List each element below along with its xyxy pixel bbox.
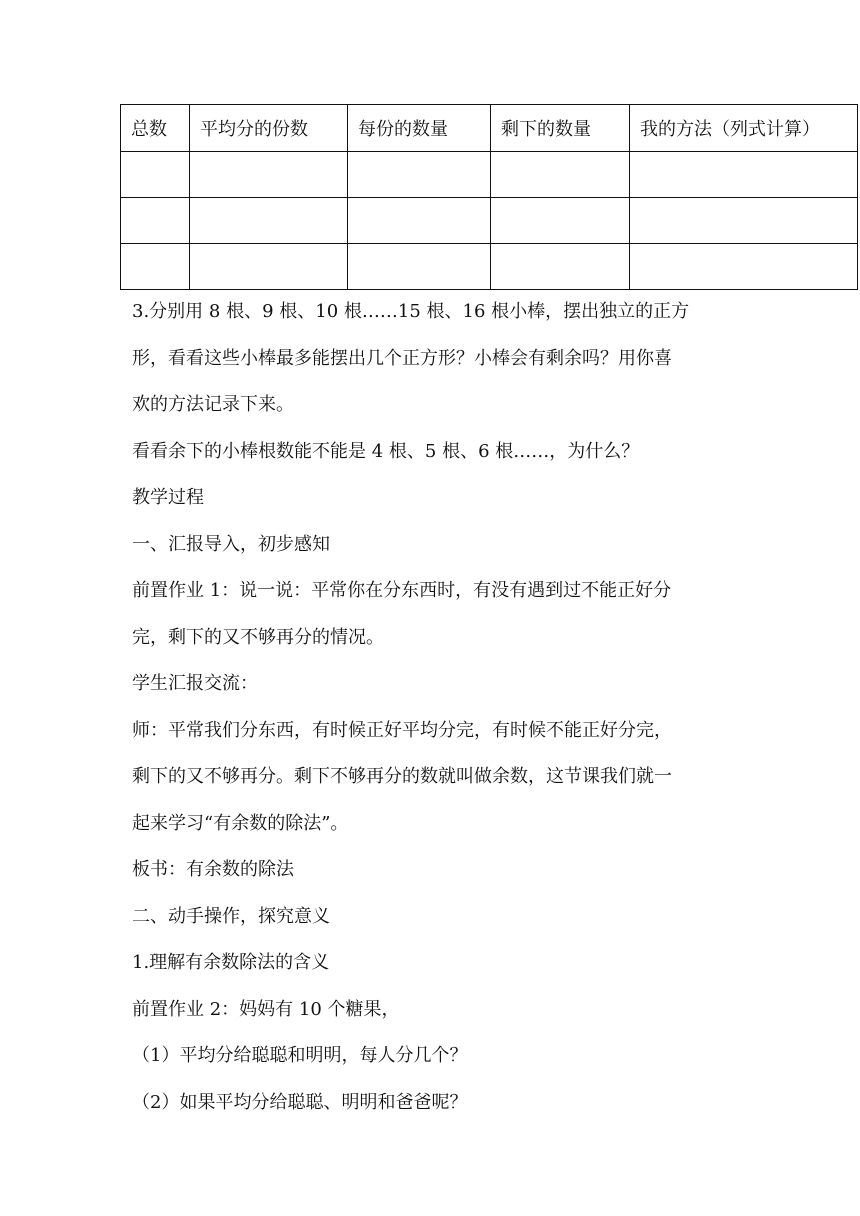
table-cell — [630, 244, 858, 290]
section-heading-part-1: 一、汇报导入，初步感知 — [132, 533, 330, 555]
teacher-line-3: 起来学习“有余数的除法”。 — [132, 812, 349, 834]
header-total: 总数 — [121, 105, 190, 152]
table-row — [121, 152, 858, 198]
table-cell — [491, 244, 630, 290]
header-method: 我的方法（列式计算） — [630, 105, 858, 152]
table-cell — [190, 198, 348, 244]
table-cell — [190, 152, 348, 198]
table-row — [121, 244, 858, 290]
exercise-3-line-3: 欢的方法记录下来。 — [132, 394, 294, 415]
section-heading-part-2: 二、动手操作，探究意义 — [132, 905, 330, 927]
teacher-line-1: 师：平常我们分东西，有时候正好平均分完，有时候不能正好分完， — [132, 719, 672, 741]
question-2-line: （2）如果平均分给聪聪、明明和爸爸呢？ — [132, 1091, 468, 1113]
body-text — [132, 296, 742, 1133]
exercise-3-line-2: 形，看看这些小棒最多能摆出几个正方形？小棒会有剩余吗？用你喜 — [132, 347, 672, 369]
table-row — [121, 198, 858, 244]
table-cell — [491, 198, 630, 244]
blackboard-line: 板书：有余数的除法 — [132, 859, 294, 880]
header-parts: 平均分的份数 — [190, 105, 348, 152]
table-cell — [491, 152, 630, 198]
table-cell — [348, 152, 491, 198]
exercise-3-question: 看看余下的小棒根数能不能是 4 根、5 根、6 根……，为什么？ — [132, 440, 640, 462]
homework-2-line: 前置作业 2：妈妈有 10 个糖果， — [132, 998, 400, 1020]
table-header-row — [121, 105, 858, 152]
table-cell — [190, 244, 348, 290]
table-cell — [630, 152, 858, 198]
student-report-line: 学生汇报交流： — [132, 673, 258, 694]
table-cell — [121, 244, 190, 290]
teacher-line-2: 剩下的又不够再分。剩下不够再分的数就叫做余数，这节课我们就一 — [132, 766, 672, 787]
exercise-3-line-1: 3.分别用 8 根、9 根、10 根……15 根、16 根小棒，摆出独立的正方 — [132, 301, 690, 322]
header-per-part: 每份的数量 — [348, 105, 491, 152]
homework-1-line-1: 前置作业 1：说一说：平常你在分东西时，有没有遇到过不能正好分 — [132, 580, 672, 601]
question-1-line: （1）平均分给聪聪和明明，每人分几个？ — [132, 1045, 468, 1066]
subsection-heading-1: 1.理解有余数除法的含义 — [132, 952, 330, 973]
homework-1-line-2: 完，剩下的又不够再分的情况。 — [132, 626, 384, 648]
table-cell — [121, 152, 190, 198]
table-cell — [121, 198, 190, 244]
record-table — [120, 104, 858, 290]
table-cell — [348, 198, 491, 244]
table-cell — [348, 244, 491, 290]
header-remainder: 剩下的数量 — [491, 105, 630, 152]
section-heading-teaching-process: 教学过程 — [132, 487, 204, 508]
table-cell — [630, 198, 858, 244]
